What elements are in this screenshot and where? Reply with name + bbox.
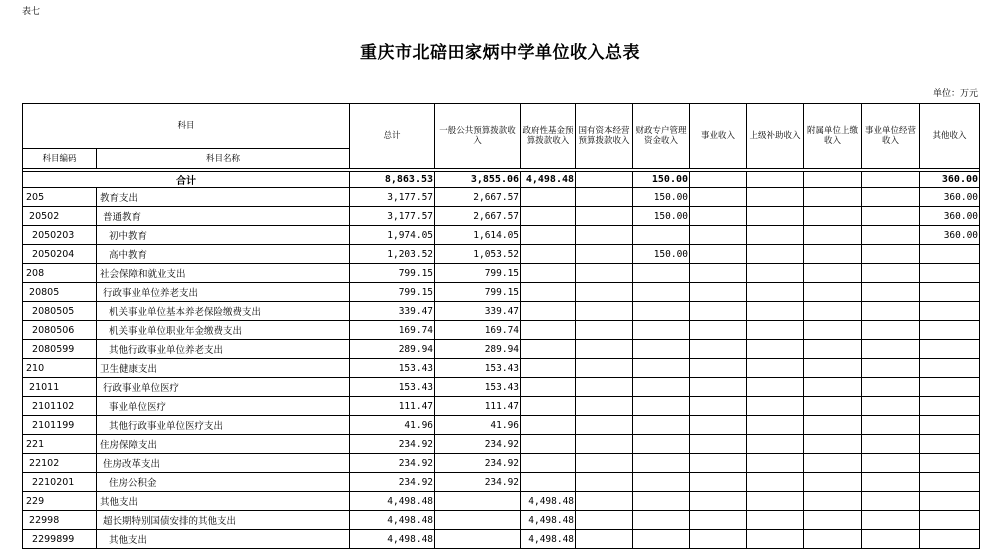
- cell-superior-subsidy: [747, 321, 804, 340]
- cell-code: 2050204: [23, 245, 97, 264]
- cell-name: 行政事业单位养老支出: [97, 283, 350, 302]
- table-row: [23, 302, 980, 321]
- cell-affiliated: [804, 454, 862, 473]
- cell-affiliated: [804, 340, 862, 359]
- cell-other: [920, 264, 980, 283]
- cell-general-budget: 234.92: [435, 454, 521, 473]
- cell-business: [690, 207, 747, 226]
- cell-total: 234.92: [350, 454, 435, 473]
- cell-name: 住房公积金: [97, 473, 350, 492]
- cell-affiliated: [804, 492, 862, 511]
- cell-affiliated: [804, 188, 862, 207]
- cell-total: 3,177.57: [350, 207, 435, 226]
- cell-total: 169.74: [350, 321, 435, 340]
- cell-other: [920, 340, 980, 359]
- cell-operating: [862, 530, 920, 549]
- header-subject-code: 科目编码: [23, 149, 97, 169]
- cell-fiscal-special: [633, 340, 690, 359]
- cell-gov-fund: [521, 188, 576, 207]
- cell-name: 社会保障和就业支出: [97, 264, 350, 283]
- cell-business: [690, 226, 747, 245]
- cell-general-budget: 153.43: [435, 359, 521, 378]
- cell-affiliated: [804, 321, 862, 340]
- cell-affiliated: [804, 435, 862, 454]
- cell-code: 208: [23, 264, 97, 283]
- cell-operating: [862, 264, 920, 283]
- cell-operating: [862, 340, 920, 359]
- cell-gov-fund: [521, 264, 576, 283]
- cell-other: [920, 530, 980, 549]
- cell-gov-fund: [521, 416, 576, 435]
- cell-operating: [862, 511, 920, 530]
- income-summary-table: [22, 103, 980, 549]
- cell-superior-subsidy: [747, 416, 804, 435]
- cell-code: 2299899: [23, 530, 97, 549]
- cell-code: 205: [23, 188, 97, 207]
- cell-fiscal-special: [633, 530, 690, 549]
- cell-operating: [862, 321, 920, 340]
- cell-state-capital: [576, 302, 633, 321]
- cell-name: 超长期特别国债安排的其他支出: [97, 511, 350, 530]
- cell-general-budget: [435, 511, 521, 530]
- cell-state-capital: [576, 397, 633, 416]
- table-row: [23, 359, 980, 378]
- cell-superior-subsidy: [747, 454, 804, 473]
- cell-business: [690, 340, 747, 359]
- cell-affiliated: [804, 283, 862, 302]
- cell-fiscal-special: [633, 416, 690, 435]
- cell-gov-fund: [521, 435, 576, 454]
- cell-affiliated: [804, 397, 862, 416]
- cell-operating: [862, 397, 920, 416]
- cell-superior-subsidy: [747, 397, 804, 416]
- cell-business: [690, 264, 747, 283]
- cell-code: 221: [23, 435, 97, 454]
- cell-gov-fund: 4,498.48: [521, 511, 576, 530]
- cell-name: 住房改革支出: [97, 454, 350, 473]
- total-cell-business: [690, 172, 747, 188]
- cell-operating: [862, 226, 920, 245]
- cell-name: 卫生健康支出: [97, 359, 350, 378]
- cell-affiliated: [804, 226, 862, 245]
- cell-general-budget: 153.43: [435, 378, 521, 397]
- header-affiliated: 附属单位上缴收入: [804, 104, 862, 169]
- cell-state-capital: [576, 492, 633, 511]
- cell-general-budget: 2,667.57: [435, 188, 521, 207]
- cell-affiliated: [804, 302, 862, 321]
- cell-state-capital: [576, 530, 633, 549]
- cell-other: [920, 283, 980, 302]
- cell-superior-subsidy: [747, 473, 804, 492]
- cell-total: 3,177.57: [350, 188, 435, 207]
- cell-code: 20502: [23, 207, 97, 226]
- cell-fiscal-special: [633, 226, 690, 245]
- cell-other: [920, 302, 980, 321]
- cell-gov-fund: [521, 283, 576, 302]
- cell-superior-subsidy: [747, 340, 804, 359]
- cell-state-capital: [576, 378, 633, 397]
- cell-operating: [862, 454, 920, 473]
- cell-state-capital: [576, 226, 633, 245]
- cell-fiscal-special: [633, 397, 690, 416]
- cell-affiliated: [804, 207, 862, 226]
- cell-general-budget: 799.15: [435, 283, 521, 302]
- table-row: [23, 340, 980, 359]
- cell-business: [690, 511, 747, 530]
- cell-total: 339.47: [350, 302, 435, 321]
- cell-name: 行政事业单位医疗: [97, 378, 350, 397]
- cell-code: 20805: [23, 283, 97, 302]
- cell-name: 事业单位医疗: [97, 397, 350, 416]
- cell-operating: [862, 378, 920, 397]
- header-gov-fund: 政府性基金预算拨款收入: [521, 104, 576, 169]
- cell-superior-subsidy: [747, 492, 804, 511]
- cell-operating: [862, 283, 920, 302]
- cell-name: 教育支出: [97, 188, 350, 207]
- cell-general-budget: 2,667.57: [435, 207, 521, 226]
- total-cell-general-budget: 3,855.06: [435, 172, 521, 188]
- cell-operating: [862, 359, 920, 378]
- header-subject: 科目: [23, 104, 350, 149]
- cell-operating: [862, 473, 920, 492]
- cell-affiliated: [804, 359, 862, 378]
- cell-total: 1,203.52: [350, 245, 435, 264]
- cell-fiscal-special: [633, 378, 690, 397]
- cell-operating: [862, 245, 920, 264]
- cell-code: 210: [23, 359, 97, 378]
- table-tag: 表七: [22, 7, 41, 17]
- cell-total: 234.92: [350, 473, 435, 492]
- cell-code: 2080599: [23, 340, 97, 359]
- cell-other: 360.00: [920, 207, 980, 226]
- cell-general-budget: 234.92: [435, 435, 521, 454]
- cell-superior-subsidy: [747, 435, 804, 454]
- cell-code: 2080505: [23, 302, 97, 321]
- cell-affiliated: [804, 473, 862, 492]
- cell-business: [690, 302, 747, 321]
- cell-gov-fund: [521, 302, 576, 321]
- cell-total: 289.94: [350, 340, 435, 359]
- cell-superior-subsidy: [747, 245, 804, 264]
- cell-operating: [862, 188, 920, 207]
- cell-affiliated: [804, 530, 862, 549]
- cell-code: 2050203: [23, 226, 97, 245]
- header-other: 其他收入: [920, 104, 980, 169]
- cell-operating: [862, 207, 920, 226]
- cell-total: 4,498.48: [350, 511, 435, 530]
- cell-state-capital: [576, 511, 633, 530]
- cell-affiliated: [804, 245, 862, 264]
- cell-fiscal-special: 150.00: [633, 245, 690, 264]
- cell-other: 360.00: [920, 188, 980, 207]
- table-row: [23, 283, 980, 302]
- cell-state-capital: [576, 283, 633, 302]
- cell-business: [690, 435, 747, 454]
- cell-other: [920, 378, 980, 397]
- table-row: [23, 378, 980, 397]
- table-row: [23, 454, 980, 473]
- cell-fiscal-special: 150.00: [633, 188, 690, 207]
- cell-operating: [862, 416, 920, 435]
- cell-general-budget: [435, 530, 521, 549]
- total-cell-gov-fund: 4,498.48: [521, 172, 576, 188]
- header-subject-name: 科目名称: [97, 149, 350, 169]
- cell-fiscal-special: [633, 473, 690, 492]
- cell-business: [690, 492, 747, 511]
- cell-affiliated: [804, 378, 862, 397]
- cell-state-capital: [576, 435, 633, 454]
- cell-gov-fund: [521, 321, 576, 340]
- total-cell-affiliated: [804, 172, 862, 188]
- cell-gov-fund: 4,498.48: [521, 530, 576, 549]
- cell-gov-fund: [521, 473, 576, 492]
- header-business: 事业收入: [690, 104, 747, 169]
- cell-code: 22102: [23, 454, 97, 473]
- cell-state-capital: [576, 264, 633, 283]
- cell-other: [920, 397, 980, 416]
- cell-superior-subsidy: [747, 283, 804, 302]
- cell-operating: [862, 435, 920, 454]
- cell-business: [690, 321, 747, 340]
- cell-other: [920, 511, 980, 530]
- cell-general-budget: 1,614.05: [435, 226, 521, 245]
- cell-gov-fund: [521, 207, 576, 226]
- cell-superior-subsidy: [747, 264, 804, 283]
- cell-code: 2101102: [23, 397, 97, 416]
- cell-total: 111.47: [350, 397, 435, 416]
- cell-superior-subsidy: [747, 511, 804, 530]
- cell-general-budget: [435, 492, 521, 511]
- cell-total: 4,498.48: [350, 492, 435, 511]
- cell-other: [920, 416, 980, 435]
- cell-fiscal-special: [633, 492, 690, 511]
- cell-affiliated: [804, 264, 862, 283]
- cell-general-budget: 289.94: [435, 340, 521, 359]
- cell-other: [920, 359, 980, 378]
- cell-other: [920, 321, 980, 340]
- cell-fiscal-special: [633, 454, 690, 473]
- total-cell-other: 360.00: [920, 172, 980, 188]
- cell-business: [690, 530, 747, 549]
- cell-general-budget: 234.92: [435, 473, 521, 492]
- total-row: [23, 172, 980, 188]
- cell-gov-fund: [521, 340, 576, 359]
- cell-fiscal-special: 150.00: [633, 207, 690, 226]
- cell-business: [690, 397, 747, 416]
- table-row: [23, 321, 980, 340]
- cell-name: 其他行政事业单位医疗支出: [97, 416, 350, 435]
- page-title: 重庆市北碚田家炳中学单位收入总表: [360, 43, 640, 63]
- cell-total: 153.43: [350, 378, 435, 397]
- cell-gov-fund: 4,498.48: [521, 492, 576, 511]
- header-operating: 事业单位经营收入: [862, 104, 920, 169]
- cell-total: 799.15: [350, 283, 435, 302]
- cell-other: [920, 473, 980, 492]
- table-row: [23, 188, 980, 207]
- cell-other: [920, 245, 980, 264]
- cell-state-capital: [576, 207, 633, 226]
- cell-total: 41.96: [350, 416, 435, 435]
- cell-fiscal-special: [633, 321, 690, 340]
- cell-name: 机关事业单位基本养老保险缴费支出: [97, 302, 350, 321]
- cell-gov-fund: [521, 359, 576, 378]
- table-row: [23, 245, 980, 264]
- cell-total: 153.43: [350, 359, 435, 378]
- cell-fiscal-special: [633, 359, 690, 378]
- cell-affiliated: [804, 511, 862, 530]
- cell-total: 234.92: [350, 435, 435, 454]
- cell-other: [920, 454, 980, 473]
- cell-business: [690, 188, 747, 207]
- table-row: [23, 397, 980, 416]
- cell-fiscal-special: [633, 264, 690, 283]
- table-row: [23, 492, 980, 511]
- cell-state-capital: [576, 321, 633, 340]
- cell-other: 360.00: [920, 226, 980, 245]
- cell-total: 4,498.48: [350, 530, 435, 549]
- table-row: [23, 416, 980, 435]
- cell-general-budget: 169.74: [435, 321, 521, 340]
- table-row: [23, 435, 980, 454]
- cell-business: [690, 473, 747, 492]
- cell-total: 1,974.05: [350, 226, 435, 245]
- cell-state-capital: [576, 245, 633, 264]
- cell-business: [690, 245, 747, 264]
- header-superior-subsidy: 上级补助收入: [747, 104, 804, 169]
- cell-state-capital: [576, 473, 633, 492]
- cell-general-budget: 1,053.52: [435, 245, 521, 264]
- cell-operating: [862, 302, 920, 321]
- cell-code: 22998: [23, 511, 97, 530]
- cell-gov-fund: [521, 226, 576, 245]
- total-cell-superior-subsidy: [747, 172, 804, 188]
- cell-code: 21011: [23, 378, 97, 397]
- cell-superior-subsidy: [747, 302, 804, 321]
- cell-superior-subsidy: [747, 207, 804, 226]
- cell-state-capital: [576, 188, 633, 207]
- cell-business: [690, 283, 747, 302]
- cell-general-budget: 799.15: [435, 264, 521, 283]
- cell-code: 2210201: [23, 473, 97, 492]
- cell-name: 普通教育: [97, 207, 350, 226]
- cell-gov-fund: [521, 245, 576, 264]
- cell-operating: [862, 492, 920, 511]
- cell-name: 住房保障支出: [97, 435, 350, 454]
- cell-name: 初中教育: [97, 226, 350, 245]
- cell-gov-fund: [521, 454, 576, 473]
- cell-superior-subsidy: [747, 188, 804, 207]
- total-cell-state-capital: [576, 172, 633, 188]
- cell-fiscal-special: [633, 302, 690, 321]
- cell-fiscal-special: [633, 283, 690, 302]
- cell-state-capital: [576, 454, 633, 473]
- total-cell-total: 8,863.53: [350, 172, 435, 188]
- cell-gov-fund: [521, 378, 576, 397]
- cell-business: [690, 378, 747, 397]
- cell-code: 2101199: [23, 416, 97, 435]
- cell-state-capital: [576, 416, 633, 435]
- table-row: [23, 226, 980, 245]
- header-fiscal-special: 财政专户管理资金收入: [633, 104, 690, 169]
- cell-state-capital: [576, 359, 633, 378]
- cell-business: [690, 359, 747, 378]
- cell-business: [690, 454, 747, 473]
- header-state-capital: 国有资本经营预算拨款收入: [576, 104, 633, 169]
- cell-superior-subsidy: [747, 359, 804, 378]
- table-row: [23, 511, 980, 530]
- cell-superior-subsidy: [747, 378, 804, 397]
- table-row: [23, 264, 980, 283]
- cell-fiscal-special: [633, 511, 690, 530]
- cell-business: [690, 416, 747, 435]
- total-cell-operating: [862, 172, 920, 188]
- cell-total: 799.15: [350, 264, 435, 283]
- cell-superior-subsidy: [747, 226, 804, 245]
- header-total: 总计: [350, 104, 435, 169]
- cell-state-capital: [576, 340, 633, 359]
- cell-code: 2080506: [23, 321, 97, 340]
- cell-name: 其他支出: [97, 530, 350, 549]
- cell-general-budget: 41.96: [435, 416, 521, 435]
- cell-name: 其他支出: [97, 492, 350, 511]
- cell-fiscal-special: [633, 435, 690, 454]
- total-cell-fiscal-special: 150.00: [633, 172, 690, 188]
- table-row: [23, 473, 980, 492]
- cell-name: 机关事业单位职业年金缴费支出: [97, 321, 350, 340]
- unit-label: 单位：万元: [932, 89, 978, 99]
- cell-affiliated: [804, 416, 862, 435]
- cell-other: [920, 492, 980, 511]
- cell-name: 其他行政事业单位养老支出: [97, 340, 350, 359]
- total-label: 合计: [23, 172, 350, 188]
- table-row: [23, 207, 980, 226]
- cell-gov-fund: [521, 397, 576, 416]
- cell-name: 高中教育: [97, 245, 350, 264]
- cell-general-budget: 339.47: [435, 302, 521, 321]
- cell-general-budget: 111.47: [435, 397, 521, 416]
- header-general-budget: 一般公共预算拨款收入: [435, 104, 521, 169]
- cell-superior-subsidy: [747, 530, 804, 549]
- cell-code: 229: [23, 492, 97, 511]
- cell-other: [920, 435, 980, 454]
- table-row: [23, 530, 980, 549]
